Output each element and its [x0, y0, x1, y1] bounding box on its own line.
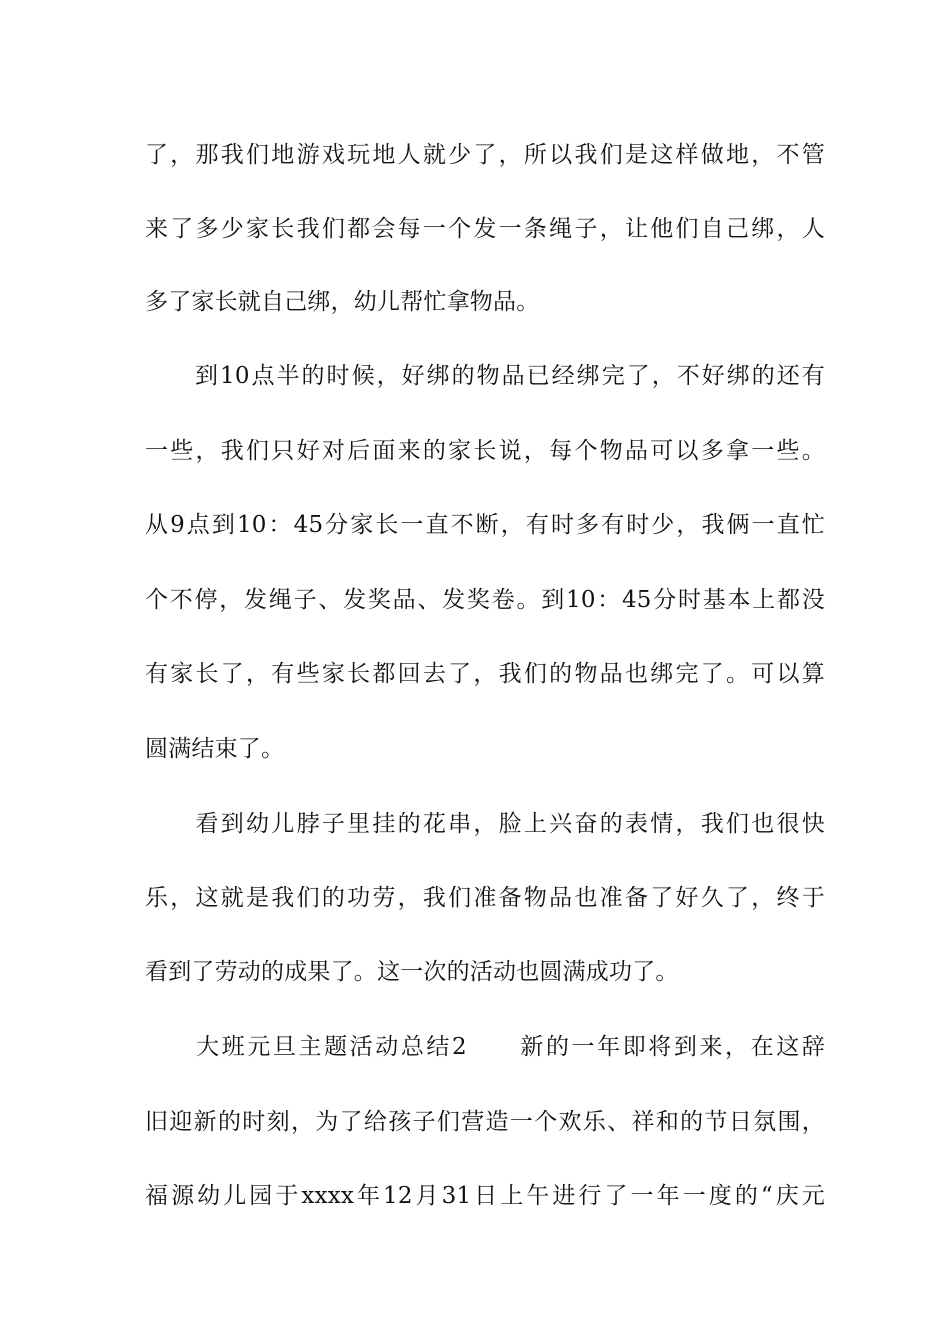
text-line: 旧迎新的时刻，为了给孩子们营造一个欢乐、祥和的节日氛围， [145, 1109, 825, 1135]
text-line: 多了家长就自己绑，幼儿帮忙拿物品。 [145, 289, 540, 315]
text-line: 从9点到10：45分家长一直不断，有时多有时少，我俩一直忙 [145, 512, 825, 538]
text-line: 有家长了，有些家长都回去了，我们的物品也绑完了。可以算 [145, 661, 825, 687]
text-line: 福源幼儿园于xxxx年12月31日上午进行了一年一度的“庆元 [145, 1183, 825, 1209]
text-line: 乐，这就是我们的功劳，我们准备物品也准备了好久了，终于 [145, 885, 825, 911]
text-line: 了，那我们地游戏玩地人就少了，所以我们是这样做地，不管 [145, 142, 825, 168]
text-line: 看到幼儿脖子里挂的花串，脸上兴奋的表情，我们也很快 [145, 811, 825, 837]
text-line: 来了多少家长我们都会每一个发一条绳子，让他们自己绑，人 [145, 216, 825, 242]
text-line: 一些，我们只好对后面来的家长说，每个物品可以多拿一些。 [145, 438, 825, 464]
text-line: 看到了劳动的成果了。这一次的活动也圆满成功了。 [145, 959, 679, 985]
text-line: 到10点半的时候，好绑的物品已经绑完了，不好绑的还有 [145, 363, 825, 389]
text-line: 个不停，发绳子、发奖品、发奖卷。到10：45分时基本上都没 [145, 587, 825, 613]
text-line: 大班元旦主题活动总结2 新的一年即将到来，在这辞 [145, 1034, 825, 1060]
text-line: 圆满结束了。 [145, 736, 285, 762]
